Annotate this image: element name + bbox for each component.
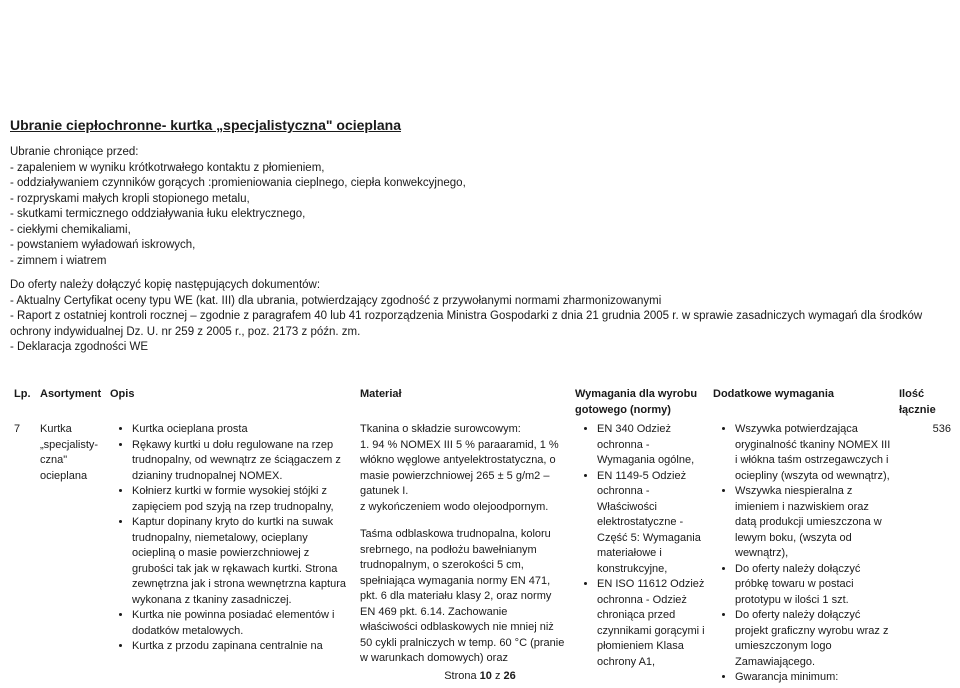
cell-opis	[106, 420, 356, 688]
protection-intro: Ubranie chroniące przed:	[10, 146, 139, 158]
material-spacer	[360, 515, 567, 527]
documents-item: - Raport z ostatniej kontroli rocznej – zgodnie z paragrafem 40 lub 41 rozporządzenia Ministra Gospodarki z dnia 21 grudnia 2005 r. w sprawie zasadniczych wymagań dla środków ochrony indywidualnej Dz. U. nr 259 z 2005 r., poz. 2173 z późn. zm.	[10, 310, 923, 338]
page-footer	[0, 670, 960, 682]
document-header	[0, 0, 960, 96]
dodatkowe-item: • Do oferty należy dołączyć projekt graficzny wyrobu wraz z umieszczonym logo Zamawiającego.	[735, 608, 891, 670]
dodatkowe-item: • Do oferty należy dołączyć próbkę towaru w postaci prototypu w ilości 1 szt.	[735, 562, 891, 609]
footer-page-number: 10	[479, 670, 492, 682]
dodatkowe-item: • Wszywka niespieralna z imieniem i nazwiskiem oraz datą produkcji umieszczona w lewym boku, (wszyta od wewnątrz),	[735, 484, 891, 562]
normy-item: • EN ISO 11612 Odzież ochronna - Odzież chroniąca przed czynnikami gorącymi i płomieniem Klasa ochrony A1,	[597, 577, 705, 670]
documents-intro: Do oferty należy dołączyć kopię następujących dokumentów:	[10, 279, 321, 291]
section-title: Ubranie ciepłochronne- kurtka „specjalistyczna" ocieplana	[10, 117, 401, 133]
opis-item: • Kurtka z przodu zapinana centralnie na	[132, 639, 352, 655]
protection-item: - ciekłymi chemikaliami,	[10, 223, 131, 236]
column-header-lp: Lp.	[14, 388, 31, 400]
column-header-asortyment: Asortyment	[40, 388, 102, 400]
material-line: 1. 94 % NOMEX III 5 % paraaramid, 1 % włókno węglowe antyelektrostatyczna, o masie powierzchniowej 265 ± 5 g/m2 – gatunek I.	[360, 438, 559, 497]
opis-item: • Kaptur dopinany kryto do kurtki na suwak trudnopalny, niemetalowy, ocieplany ociepliną o masie powierzchniowej z grubości tak jak w rękawach kurtki. Strona zewnętrzna jak i strona wewnętrzna kaptura wykonana z tkaniny zasadniczej.	[132, 515, 352, 608]
cell-ilosc: 536	[932, 423, 951, 435]
table-row	[10, 420, 955, 688]
documents-list	[10, 278, 950, 356]
column-header-normy: Wymagania dla wyrobu gotowego (normy)	[575, 388, 698, 416]
column-header-ilosc: Ilość łącznie	[899, 388, 936, 416]
protection-item: - zimnem i wiatrem	[10, 254, 107, 267]
column-header-material: Materiał	[360, 388, 402, 400]
material-line: z wykończeniem wodo olejoodpornym.	[360, 500, 549, 513]
cell-material	[356, 420, 571, 688]
normy-item: • EN 340 Odzież ochronna - Wymagania ogólne,	[597, 422, 705, 469]
header-line-4: Gazociągów Przesyłowych Gaz-System S.A. (3 części)"	[293, 58, 647, 73]
documents-item: - Aktualny Certyfikat oceny typu WE (kat. III) dla ubrania, potwierdzający zgodność z przywołanymi normami zharmonizowanymi	[10, 294, 662, 307]
footer-total-pages: 26	[503, 670, 516, 682]
documents-item: - Deklaracja zgodności WE	[10, 341, 149, 353]
material-line: Tkanina o składzie surowcowym:	[360, 423, 521, 435]
material-line: Taśma odblaskowa trudnopalna, koloru srebrnego, na podłożu bawełnianym trudnopalnym, o szerokości 5 cm, spełniająca wymagania normy EN 471, pkt. 6 dla materiału klasy 2, oraz normy EN 469 pkt. 6.14. Zachowanie właściwości odblaskowych nie mniej niż 50 cykli pralniczych w temp. 60 °C (pranie w warunkach domowych) oraz	[360, 528, 565, 664]
protection-item: - rozpryskami małych kropli stopionego metalu,	[10, 192, 250, 205]
opis-item: • Kurtka ocieplana prosta	[132, 422, 352, 438]
header-line-1: Specyfikacja Istotnych Warunków Zamówienia	[319, 2, 621, 17]
column-header-dodatkowe: Dodatkowe wymagania	[713, 388, 835, 400]
table-header-row	[10, 385, 955, 420]
header-line-2: „Zakup środków ochrony indywidualnej, higieny osobistej,	[281, 20, 659, 35]
cell-dodatkowe	[709, 420, 895, 688]
dodatkowe-item: • Wszywka potwierdzająca oryginalność tkaniny NOMEX III i włókna taśm ostrzegawczych i ociepliny (wszyta od wewnątrz),	[735, 422, 891, 484]
specification-table	[10, 385, 955, 688]
header-reference-number: Znak sprawy: ZP/2013/04/0054/BH	[356, 78, 584, 93]
footer-separator: z	[494, 670, 501, 682]
cell-normy	[571, 420, 709, 688]
footer-prefix: Strona	[444, 670, 477, 682]
protection-item: - skutkami termicznego oddziaływania łuku elektrycznego,	[10, 208, 306, 220]
protection-item: - zapaleniem w wyniku krótkotrwałego kontaktu z płomieniem,	[10, 161, 325, 174]
protection-item: - powstaniem wyładowań iskrowych,	[10, 239, 196, 251]
dodatkowe-item: • Gwarancja minimum:	[735, 670, 891, 686]
column-header-opis: Opis	[110, 388, 135, 400]
cell-asortyment: Kurtka „specjalisty-czna" ocieplana	[40, 423, 99, 482]
opis-item: • Kurtka nie powinna posiadać elementów i dodatków metalowych.	[132, 608, 352, 639]
normy-item: • EN 1149-5 Odzież ochronna - Właściwości elektrostatyczne - Część 5: Wymagania materiałowe i konstrukcyjne,	[597, 469, 705, 578]
protection-item: - oddziaływaniem czynników gorących :promieniowania cieplnego, ciepła konwekcyjnego,	[10, 177, 466, 189]
cell-lp: 7	[14, 423, 21, 435]
opis-item: • Kołnierz kurtki w formie wysokiej stójki z zapięciem pod szyją na rzep trudnopalny,	[132, 484, 352, 515]
protection-list	[10, 145, 950, 269]
opis-item: • Rękawy kurtki u dołu regulowane na rzep trudnopalny, od wewnątrz ze ściągaczem z dzianiny trudnopalnej NOMEX.	[132, 438, 352, 485]
header-line-3: odzieży i obuwia roboczego dla Pracowników Spółki Operator	[271, 39, 669, 54]
